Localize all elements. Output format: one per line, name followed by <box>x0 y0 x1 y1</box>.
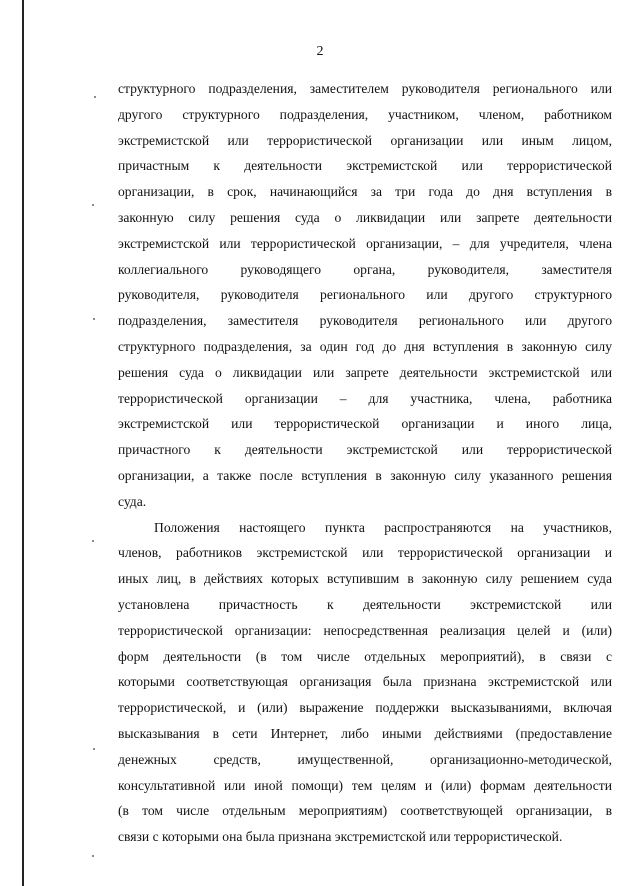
text-line: организации, а также после вступления в законную силу указанного решения <box>118 467 612 483</box>
scan-margin-line <box>22 0 24 886</box>
text-line: установлена причастность к деятельности экстремистской или <box>118 596 612 612</box>
text-line: террористической организации – для участника, члена, работника <box>118 390 612 406</box>
text-line: структурного подразделения, за один год до дня вступления в законную силу <box>118 338 612 354</box>
scan-speck <box>93 748 95 750</box>
text-line: законную силу решения суда о ликвидации или запрете деятельности <box>118 209 612 225</box>
scan-speck <box>92 540 94 542</box>
text-line: высказывания в сети Интернет, либо иными действиями (предоставление <box>118 725 612 741</box>
text-line: иных лиц, в действиях которых вступившим в законную силу решением суда <box>118 571 612 587</box>
text-line: структурного подразделения, заместителем руководителя регионального или <box>118 81 612 96</box>
text-line: форм деятельности (в том числе отдельных мероприятий), в связи с <box>118 648 612 664</box>
text-line: экстремистской или террористической организации, – для учредителя, члена <box>118 235 612 251</box>
text-line: Положения настоящего пункта распространяются на участников, <box>154 519 612 535</box>
scan-speck <box>94 96 96 98</box>
text-line: денежных средств, имущественной, организационно-методической, <box>118 751 612 767</box>
scan-speck <box>93 318 95 320</box>
text-line: причастным к деятельности экстремистской или террористической <box>118 158 612 174</box>
page-number: 2 <box>316 44 324 59</box>
scan-speck <box>92 855 94 857</box>
text-line: экстремистской или террористической организации и иного лица, <box>118 416 612 432</box>
text-line: суда. <box>118 493 147 509</box>
text-line: другого структурного подразделения, участником, членом, работником <box>118 106 612 122</box>
text-line: консультативной или иной помощи) тем целям и (или) формам деятельности <box>118 777 612 793</box>
text-line: которыми соответствующая организация была признана экстремистской или <box>118 674 612 690</box>
text-line: организации, в срок, начинающийся за три года до дня вступления в <box>118 184 612 200</box>
text-line: (в том числе отдельным мероприятиям) соответствующей организации, в <box>118 803 612 819</box>
text-line: террористической организации: непосредственная реализация целей и (или) <box>118 622 612 638</box>
text-line: решения суда о ликвидации или запрете деятельности экстремистской или <box>118 364 612 380</box>
text-line: связи с которыми она была признана экстремистской или террористической. <box>118 829 563 845</box>
text-line: причастного к деятельности экстремистской или террористической <box>118 442 612 458</box>
text-line: подразделения, заместителя руководителя регионального или другого <box>118 313 612 329</box>
text-line: коллегиального руководящего органа, руководителя, заместителя <box>118 261 612 277</box>
text-line: членов, работников экстремистской или террористической организации и <box>118 545 612 561</box>
paragraph-2 <box>118 515 612 850</box>
scan-speck <box>92 204 94 206</box>
text-line: экстремистской или террористической организации или иным лицом, <box>118 132 612 148</box>
text-line: руководителя, руководителя регионального или другого структурного <box>118 287 612 303</box>
paragraph-1 <box>118 76 612 515</box>
document-body <box>118 76 612 850</box>
text-line: террористической, и (или) выражение поддержки высказываниями, включая <box>118 700 612 716</box>
